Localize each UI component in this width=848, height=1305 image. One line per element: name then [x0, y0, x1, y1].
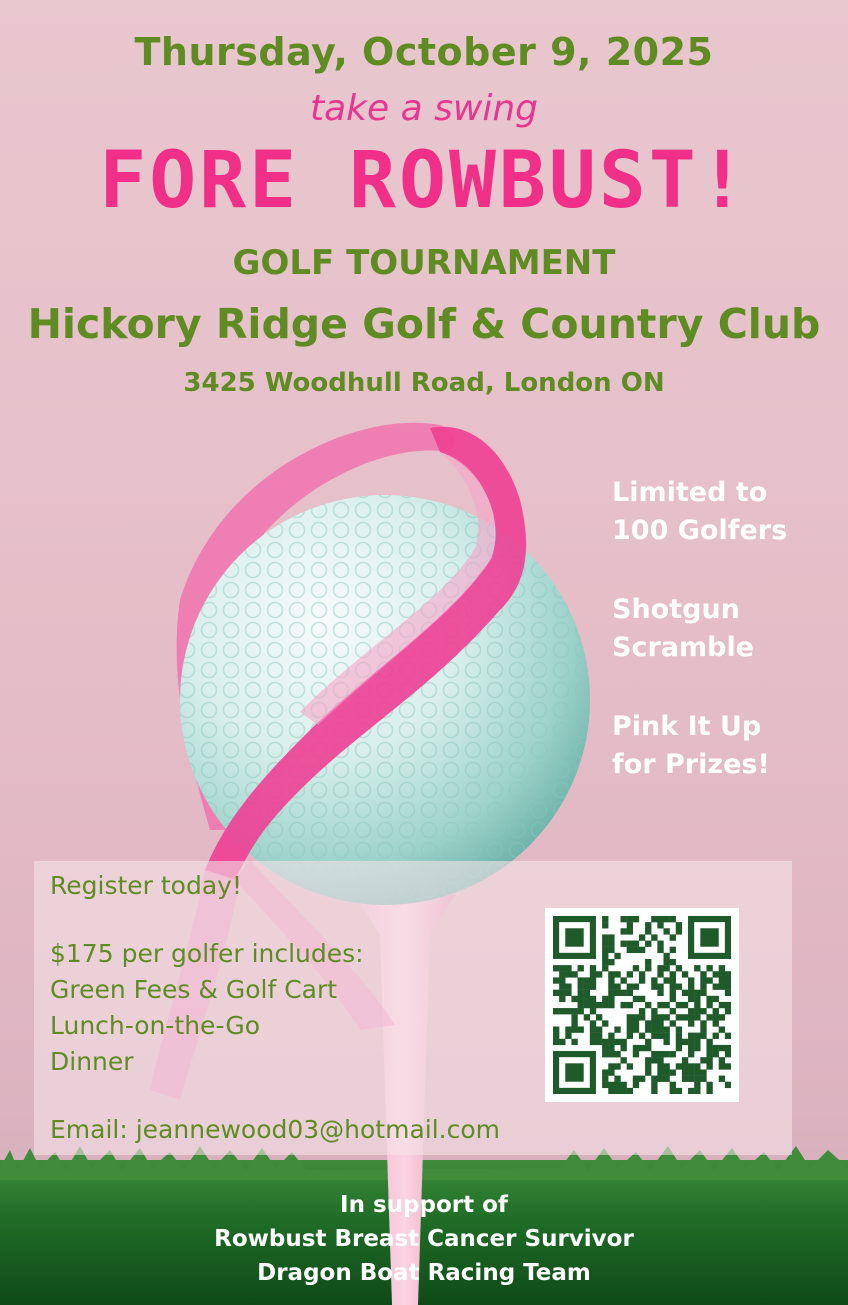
includes-item: Dinner: [50, 1047, 134, 1076]
includes-item: Green Fees & Golf Cart: [50, 975, 338, 1004]
price-line: $175 per golfer includes:: [50, 939, 364, 968]
feature-line: Pink It Up: [612, 711, 762, 742]
support-line: In support of: [340, 1192, 508, 1218]
venue-address: 3425 Woodhull Road, London ON: [183, 368, 665, 398]
venue-name: Hickory Ridge Golf & Country Club: [27, 300, 821, 348]
support-line: Dragon Boat Racing Team: [257, 1260, 591, 1286]
event-date: Thursday, October 9, 2025: [134, 30, 714, 74]
register-heading: Register today!: [50, 871, 242, 900]
qr-code-icon: [553, 916, 731, 1094]
event-subtitle: GOLF TOURNAMENT: [232, 243, 616, 283]
event-tagline: take a swing: [310, 88, 538, 129]
feature-line: Scramble: [612, 632, 755, 663]
feature-pink-prizes: [612, 708, 770, 784]
qr-code[interactable]: [545, 908, 739, 1102]
feature-line: Limited to: [612, 477, 768, 508]
feature-line: Shotgun: [612, 594, 740, 625]
feature-line: for Prizes!: [612, 749, 770, 780]
event-title: FORE ROWBUST!: [99, 136, 749, 226]
contact-email[interactable]: Email: jeannewood03@hotmail.com: [50, 1115, 501, 1144]
support-statement: [0, 1188, 848, 1290]
support-line: Rowbust Breast Cancer Survivor: [214, 1226, 634, 1252]
includes-item: Lunch-on-the-Go: [50, 1011, 261, 1040]
feature-limited-golfers: [612, 474, 787, 550]
feature-shotgun-scramble: [612, 591, 754, 667]
feature-line: 100 Golfers: [612, 515, 788, 546]
